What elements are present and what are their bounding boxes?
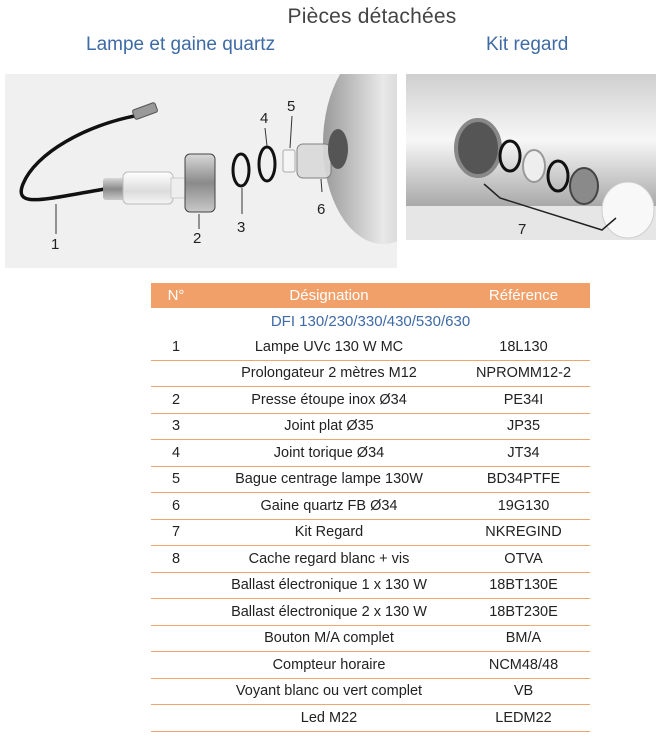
cell-number	[151, 360, 201, 387]
cell-reference: LEDM22	[457, 705, 590, 732]
cell-designation: Lampe UVc 130 W MC	[201, 334, 457, 360]
cell-reference: NCM48/48	[457, 652, 590, 679]
lamp-base	[123, 172, 173, 204]
callout-7: 7	[518, 221, 527, 238]
o-ring	[259, 147, 275, 181]
cell-designation: Joint torique Ø34	[201, 440, 457, 467]
cell-reference: 18L130	[457, 334, 590, 360]
cell-reference: OTVA	[457, 546, 590, 573]
table-row	[151, 546, 590, 573]
cell-designation: Bouton M/A complet	[201, 625, 457, 652]
table-row	[151, 572, 590, 599]
cell-designation: Ballast électronique 2 x 130 W	[201, 599, 457, 626]
cell-number	[151, 625, 201, 652]
cell-reference: 18BT230E	[457, 599, 590, 626]
left-section-title: Lampe et gaine quartz	[86, 34, 276, 55]
group-row	[151, 308, 590, 334]
cell-reference: NKREGIND	[457, 519, 590, 546]
cell-number	[151, 599, 201, 626]
cell-designation: Joint plat Ø35	[201, 413, 457, 440]
sight-nut	[570, 168, 598, 204]
cell-designation: Presse étoupe inox Ø34	[201, 387, 457, 414]
cell-number	[151, 652, 201, 679]
cell-reference: NPROMM12-2	[457, 360, 590, 387]
table-row	[151, 466, 590, 493]
parts-table	[151, 283, 590, 732]
callout-1: 1	[51, 236, 60, 253]
table-row	[151, 360, 590, 387]
header-designation: Désignation	[201, 283, 457, 308]
table-row	[151, 334, 590, 360]
page-title: Pièces détachées	[287, 5, 457, 28]
cell-designation: Prolongateur 2 mètres M12	[201, 360, 457, 387]
cell-number: 4	[151, 440, 201, 467]
header-number: N°	[151, 283, 201, 308]
cell-reference: JP35	[457, 413, 590, 440]
cell-reference: 18BT130E	[457, 572, 590, 599]
callout-2: 2	[193, 230, 202, 247]
cell-designation: Led M22	[201, 705, 457, 732]
table-row	[151, 625, 590, 652]
lamp-exploded-view-photo	[5, 74, 397, 268]
table-row	[151, 440, 590, 467]
cell-designation: Kit Regard	[201, 519, 457, 546]
callout-6: 6	[317, 201, 326, 218]
cell-number: 7	[151, 519, 201, 546]
table-row	[151, 705, 590, 732]
cell-number	[151, 705, 201, 732]
header-reference: Référence	[457, 283, 590, 308]
cell-number: 5	[151, 466, 201, 493]
table-row	[151, 519, 590, 546]
lamp-tube	[171, 178, 185, 198]
table-row	[151, 599, 590, 626]
cell-number	[151, 572, 201, 599]
cell-designation: Bague centrage lampe 130W	[201, 466, 457, 493]
table-row	[151, 387, 590, 414]
right-section-title: Kit regard	[486, 34, 569, 55]
cable-gland	[185, 154, 215, 212]
m12-connector	[132, 102, 158, 120]
cell-number: 8	[151, 546, 201, 573]
table-row	[151, 678, 590, 705]
cell-reference: JT34	[457, 440, 590, 467]
cell-designation: Compteur horaire	[201, 652, 457, 679]
centering-ring	[283, 150, 295, 172]
cell-designation: Cache regard blanc + vis	[201, 546, 457, 573]
cell-reference: BM/A	[457, 625, 590, 652]
cell-reference: PE34I	[457, 387, 590, 414]
sight-glass-kit-photo	[406, 74, 656, 240]
callout-5: 5	[287, 98, 296, 115]
cell-number: 3	[151, 413, 201, 440]
flat-gasket	[233, 154, 249, 186]
cell-number: 2	[151, 387, 201, 414]
cell-designation: Ballast électronique 1 x 130 W	[201, 572, 457, 599]
sight-glass	[523, 150, 545, 182]
group-label: DFI 130/230/330/430/530/630	[270, 312, 471, 330]
white-cover-cap	[602, 182, 654, 238]
cell-number: 6	[151, 493, 201, 520]
table-row	[151, 493, 590, 520]
callout-3: 3	[237, 219, 246, 236]
table-header-row	[151, 283, 590, 308]
cell-number: 1	[151, 334, 201, 360]
table-row	[151, 652, 590, 679]
sight-port	[456, 120, 500, 176]
table-row	[151, 413, 590, 440]
tank-port	[328, 129, 348, 169]
lamp-connector	[103, 178, 125, 200]
cell-reference: 19G130	[457, 493, 590, 520]
cell-designation: Voyant blanc ou vert complet	[201, 678, 457, 705]
cell-reference: BD34PTFE	[457, 466, 590, 493]
quartz-sleeve	[297, 144, 331, 178]
cell-reference: VB	[457, 678, 590, 705]
callout-4: 4	[260, 110, 269, 127]
cell-number	[151, 678, 201, 705]
cell-designation: Gaine quartz FB Ø34	[201, 493, 457, 520]
